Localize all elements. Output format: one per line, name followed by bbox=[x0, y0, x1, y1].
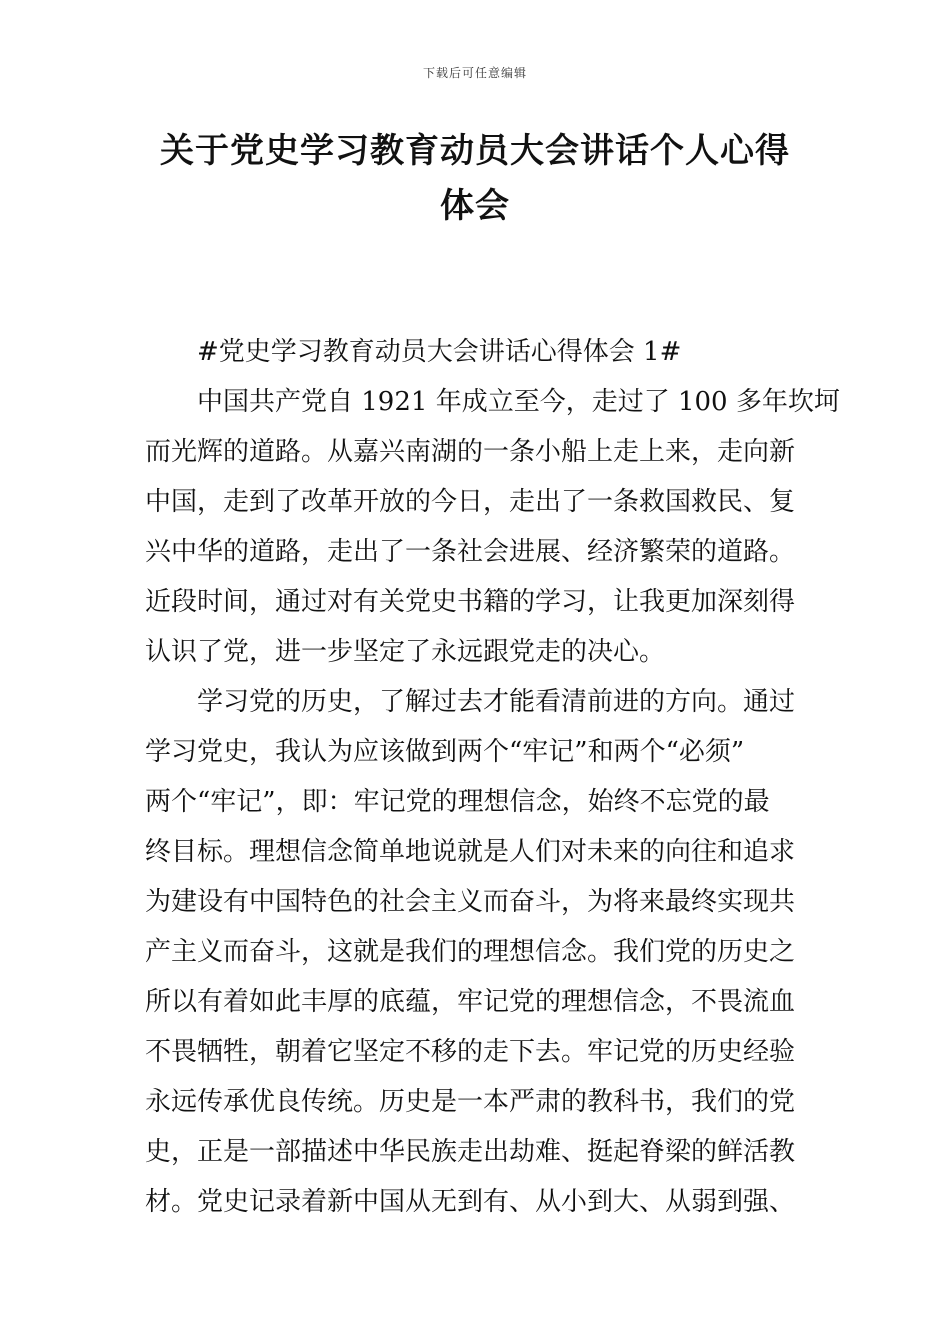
paragraph-line: 材。党史记录着新中国从无到有、从小到大、从弱到强、 bbox=[145, 1187, 796, 1217]
document-title bbox=[140, 124, 810, 234]
paragraph-line: 中国共产党自 1921 年成立至今，走过了 100 多年坎坷 bbox=[197, 387, 840, 417]
paragraph-line: 学习党史，我认为应该做到两个“牢记”和两个“必须” bbox=[145, 737, 745, 767]
paragraph-line: 史，正是一部描述中华民族走出劫难、挺起脊梁的鲜活教 bbox=[145, 1137, 796, 1167]
paragraph-line: 不畏牺牲，朝着它坚定不移的走下去。牢记党的历史经验 bbox=[145, 1037, 796, 1067]
header-note: 下载后可任意编辑 bbox=[422, 66, 527, 80]
paragraph-line: 而光辉的道路。从嘉兴南湖的一条小船上走上来，走向新 bbox=[145, 437, 796, 467]
paragraph-line: 所以有着如此丰厚的底蕴，牢记党的理想信念，不畏流血 bbox=[145, 987, 796, 1017]
paragraph-line: 永远传承优良传统。历史是一本严肃的教科书，我们的党 bbox=[145, 1087, 796, 1117]
document-body bbox=[145, 327, 840, 1227]
paragraph-line: 中国，走到了改革开放的今日，走出了一条救国救民、复 bbox=[145, 487, 796, 517]
paragraph-line: 为建设有中国特色的社会主义而奋斗，为将来最终实现共 bbox=[145, 887, 796, 917]
paragraph-line: 产主义而奋斗，这就是我们的理想信念。我们党的历史之 bbox=[145, 937, 796, 967]
paragraph-line: 兴中华的道路，走出了一条社会进展、经济繁荣的道路。 bbox=[145, 537, 796, 567]
paragraph-line: 两个“牢记”，即：牢记党的理想信念，始终不忘党的最 bbox=[145, 787, 770, 817]
paragraph-line: 终目标。理想信念简单地说就是人们对未来的向往和追求 bbox=[145, 837, 796, 867]
section-heading: #党史学习教育动员大会讲话心得体会 1# bbox=[197, 337, 682, 367]
title-line: 体会 bbox=[440, 186, 510, 226]
paragraph-line: 学习党的历史，了解过去才能看清前进的方向。通过 bbox=[197, 687, 796, 717]
paragraph-line: 近段时间，通过对有关党史书籍的学习，让我更加深刻得 bbox=[145, 587, 796, 617]
title-line: 关于党史学习教育动员大会讲话个人心得 bbox=[160, 131, 790, 171]
paragraph-line: 认识了党，进一步坚定了永远跟党走的决心。 bbox=[145, 637, 666, 667]
